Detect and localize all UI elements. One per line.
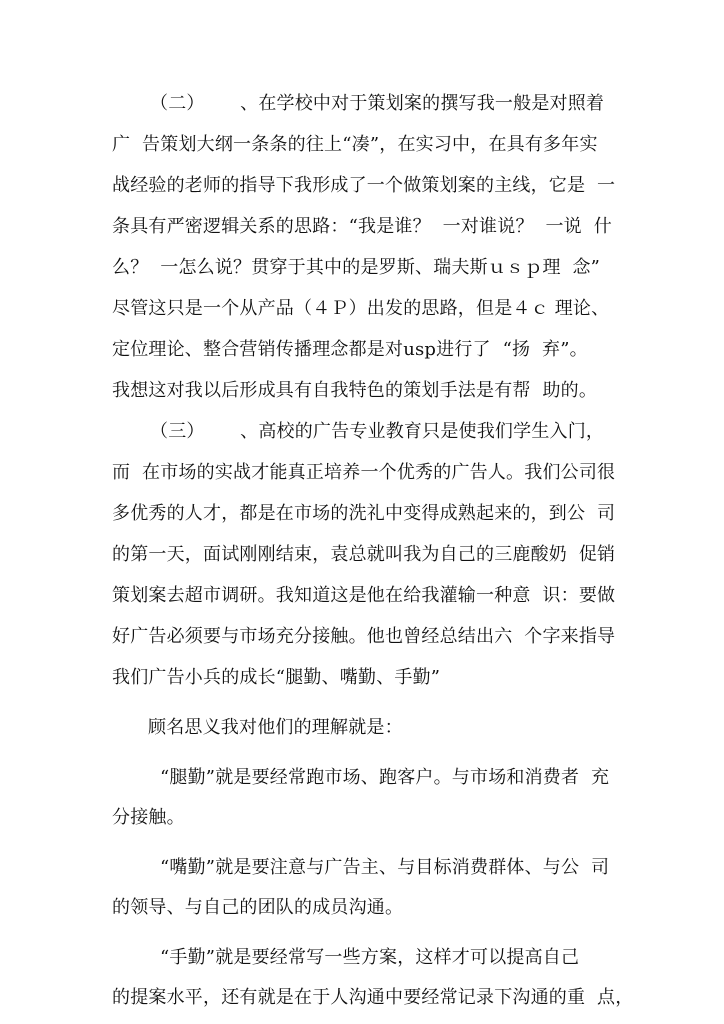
text-line-14: 好广告必须要与市场充分接触。他也曾经总结出六 个字来指导 — [112, 626, 616, 647]
text-line-9: （三） 、高校的广告专业教育只是使我们学生入门， — [150, 421, 605, 442]
text-line-4: 条具有严密逻辑关系的思路：“我是谁？ 一对谁说？ 一说 什 — [112, 216, 612, 237]
text-line-8: 我想这对我以后形成具有自我特色的策划手法是有帮 助的。 — [112, 380, 598, 401]
text-line-15: 我们广告小兵的成长“腿勤、嘴勤、手勤” — [112, 667, 441, 688]
text-line-19: “嘴勤”就是要注意与广告主、与目标消费群体、与公 司 — [160, 857, 610, 878]
text-line-21: “手勤”就是要经常写一些方案，这样才可以提高自己 — [160, 947, 580, 968]
text-line-13: 策划案去超市调研。我知道这是他在给我灌输一种意 识：要做 — [112, 585, 616, 606]
text-line-20: 的领导、与自己的团队的成员沟通。 — [112, 897, 404, 918]
text-line-2: 广 告策划大纲一条条的往上“凑”，在实习中，在具有多年实 — [112, 134, 598, 155]
text-line-11: 多优秀的人才，都是在市场的洗礼中变得成熟起来的，到公 司 — [112, 503, 616, 524]
text-line-18: 分接触。 — [112, 807, 185, 828]
text-line-6: 尽管这只是一个从产品（４Ｐ）出发的思路，但是４ｃ 理论、 — [112, 298, 610, 319]
text-line-17: “腿勤”就是要经常跑市场、跑客户。与市场和消费者 充 — [160, 767, 610, 788]
text-line-16: 顾名思义我对他们的理解就是： — [148, 717, 403, 738]
text-line-12: 的第一天，面试刚刚结束，袁总就叫我为自己的三鹿酸奶 促销 — [112, 544, 616, 565]
text-line-10: 而 在市场的实战才能真正培养一个优秀的广告人。我们公司很 — [112, 462, 616, 483]
text-line-3: 战经验的老师的指导下我形成了一个做策划案的主线，它是 一 — [112, 175, 616, 196]
text-line-22: 的提案水平，还有就是在于人沟通中要经常记录下沟通的重 点， — [112, 987, 634, 1008]
text-line-7: 定位理论、整合营销传播理念都是对usp进行了 “扬 弃”。 — [112, 339, 588, 360]
text-line-1: （二） 、在学校中对于策划案的撰写我一般是对照着 — [150, 93, 605, 114]
text-line-5: 么？ 一怎么说？贯穿于其中的是罗斯、瑞夫斯ｕｓｐ理 念” — [112, 257, 601, 278]
